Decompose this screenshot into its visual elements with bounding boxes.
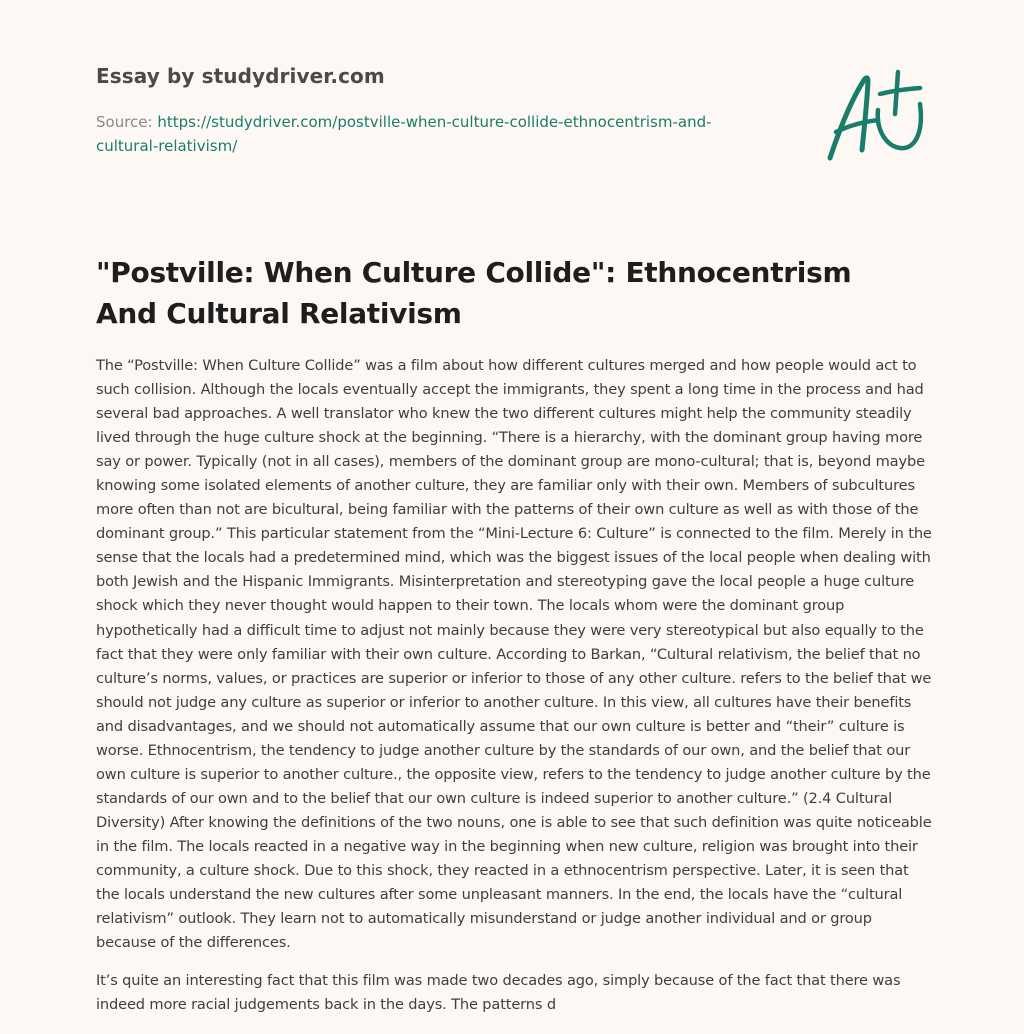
essay-body (96, 354, 932, 1031)
source-link-line1: https://studydriver.com/postville-when-culture-collide-ethnocentrism-and- (157, 113, 712, 131)
paragraph: It’s quite an interesting fact that this film was made two decades ago, simply because of the fact that there was indeed more racial judgements back in the days. The patterns d (96, 972, 901, 1014)
a-plus-logo-icon (820, 64, 932, 168)
source-link[interactable] (96, 113, 712, 155)
paragraph: The “Postville: When Culture Collide” was a film about how different cultures merged and how people would act to such collision. Although the locals eventually accept the immigrants, they spent a long time in the process and had several bad approaches. A well translator who knew the two different cultures might help the community steadily lived through the huge culture shock at the beginning. “There is a hierarchy, with the dominant group having more say or power. Typically (not in all cases), members of the dominant group are mono-cultural; that is, beyond maybe knowing some isolated elements of another culture, they are familiar only with their own. Members of subcultures more often than not are bicultural, being familiar with the patterns of their own culture as well as with those of the dominant group.” This particular statement from the “Mini-Lecture 6: Culture” is connected to the film. Merely in the sense that the locals had a predetermined mind, which was the biggest issues of the local people when dealing with both Jewish and the Hispanic Immigrants. Misinterpretation and stereotyping gave the local people a huge culture shock which they never thought would happen to their town. The locals whom were the dominant group hypothetically had a difficult time to adjust not mainly because they were very stereotypical but also equally to the fact that they were only familiar with their own culture. According to Barkan, “Cultural relativism, the belief that no culture’s norms, values, or practices are superior or inferior to those of any other culture. refers to the belief that we should not judge any culture as superior or inferior to another culture. In this view, all cultures have their benefits and disadvantages, and we should not automatically assume that our own culture is better and “their” culture is worse. Ethnocentrism, the tendency to judge another culture by the standards of our own, and the belief that our own culture is superior to another culture., the opposite view, refers to the tendency to judge another culture by the standards of our own and to the belief that our own culture is indeed superior to another culture.” (2.4 Cultural Diversity) After knowing the definitions of the two nouns, one is able to see that such definition was quite noticeable in the film. The locals reacted in a negative way in the beginning when new culture, religion was brought into their community, a culture shock. Due to this shock, they reacted in a ethnocentrism perspective. Later, it is seen that the locals understand the new cultures after some unpleasant manners. In the end, the locals have the “cultural relativism” outlook. They learn not to automatically misunderstand or judge another individual and or group because of the differences. (96, 357, 932, 952)
essay-title: "Postville: When Culture Collide": Ethnocentrism And Cultural Relativism (96, 256, 852, 330)
source-link-line2: cultural-relativism/ (96, 137, 238, 155)
site-title: Essay by studydriver.com (96, 64, 385, 88)
source-line (96, 110, 736, 158)
source-label: Source: (96, 113, 153, 131)
